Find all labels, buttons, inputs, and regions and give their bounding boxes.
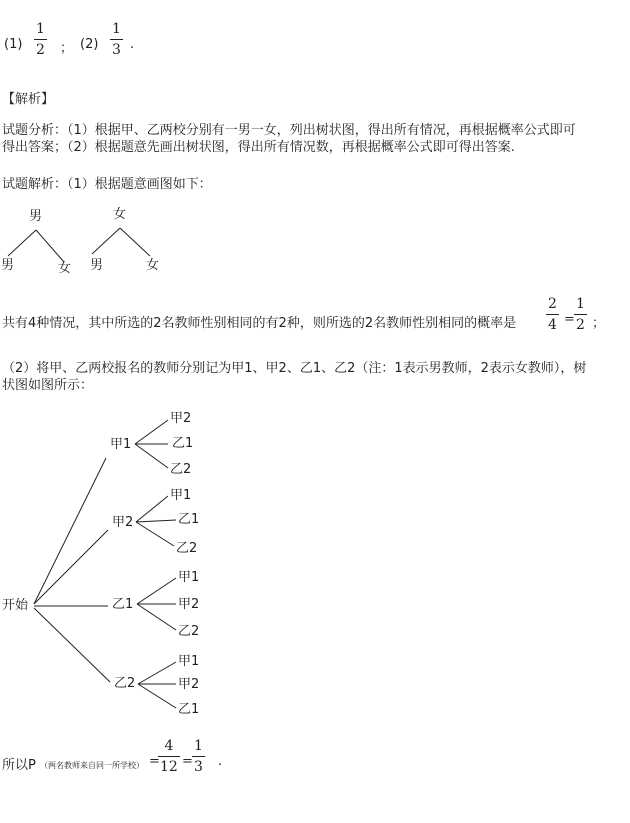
fraction-bar [192,756,205,757]
fraction-numerator: 1 [576,296,585,312]
final-prefix: 所以P [2,758,36,773]
result-1-equals: = [564,312,575,327]
result-1-end: ； [592,316,606,331]
tree-2-branch: 乙2 [114,676,136,691]
answer-part2-label: (2) [80,37,99,52]
fraction-denominator: 12 [160,759,178,775]
tree-2-leaf: 甲1 [178,570,200,585]
analysis-line-1: 试题分析：（1）根据甲、乙两校分别有一男一女，列出树状图，得出所有情况，再根据概率公式即可 [2,123,576,138]
tree-1-leaf: 女 [146,258,160,273]
result-1-text: 共有4种情况，其中所选的2名教师性别相同的有2种，则所选的2名教师性别相同的概率是 [2,316,517,331]
tree-1-leaf: 女 [58,261,72,276]
tree-2-branch: 甲2 [112,515,134,530]
tree-2-leaf: 乙1 [178,512,200,527]
final-equals-2: = [182,754,193,769]
fraction-numerator: 1 [36,21,45,37]
final-fraction-2 [192,739,205,774]
part-2-line-1: （2）将甲、乙两校报名的教师分别记为甲1、甲2、乙1、乙2（注：1表示男教师，2表示女教师），树 [2,361,587,376]
tree-2-branch: 乙1 [112,597,134,612]
fraction-numerator: 2 [548,296,557,312]
tree-2-leaf: 甲2 [178,677,200,692]
tree-2-edge [137,578,176,604]
tree-2-edge [136,496,168,522]
tree-2-leaf: 甲2 [170,411,192,426]
analysis-line-2: 得出答案；（2）根据题意先画出树状图，得出所有情况数，再根据概率公式即可得出答案. [2,140,515,155]
fraction-numerator: 4 [164,738,174,754]
tree-2-edge [34,530,108,604]
tree-2-edge [135,444,168,468]
fraction-denominator: 2 [36,42,45,58]
tree-2-leaf: 乙2 [176,541,198,556]
answer-separator: ； [60,41,74,56]
fraction-denominator: 3 [112,42,121,58]
final-subscript: （两名教师来自同一所学校） [40,761,144,770]
tree-2-branch: 甲1 [110,437,132,452]
fraction-denominator: 2 [576,317,585,333]
tree-1-root-left: 男 [29,209,43,224]
part-2-line-2: 状图如图所示： [2,378,94,393]
section-title: 【解析】 [2,92,55,107]
final-equals-1: = [149,754,160,769]
tree-1-leaf: 男 [1,258,15,273]
answer-part1-label: (1) [4,37,23,52]
tree-2-edge [34,458,106,604]
fraction-denominator: 4 [548,317,557,333]
tree-2-leaf: 乙2 [178,624,200,639]
tree-2-start: 开始 [2,598,29,613]
tree-2-edge [136,520,176,522]
answer-end: . [130,37,135,52]
tree-2-leaf: 乙2 [170,462,192,477]
tree-2-leaf: 乙1 [172,436,194,451]
fraction-bar [158,756,180,757]
tree-2-edge [138,662,176,684]
fraction-numerator: 1 [112,21,121,37]
tree-2-leaf: 乙1 [178,702,200,717]
solution-intro: 试题解析：（1）根据题意画图如下： [2,177,212,192]
final-fraction-1 [158,739,180,774]
tree-2-leaf: 甲1 [178,654,200,669]
final-end: . [218,754,223,769]
tree-2-leaf: 甲2 [178,597,200,612]
fraction-denominator: 3 [194,759,203,775]
fraction-numerator: 1 [194,738,203,754]
tree-2-edge [138,684,176,708]
tree-2-leaf: 甲1 [170,488,192,503]
tree-1-root-right: 女 [113,207,127,222]
tree-2-edge [34,608,110,682]
tree-2-edge [136,522,174,546]
tree-1-leaf: 男 [90,258,104,273]
tree-2-edge [135,420,168,444]
tree-2-edge [137,604,176,630]
